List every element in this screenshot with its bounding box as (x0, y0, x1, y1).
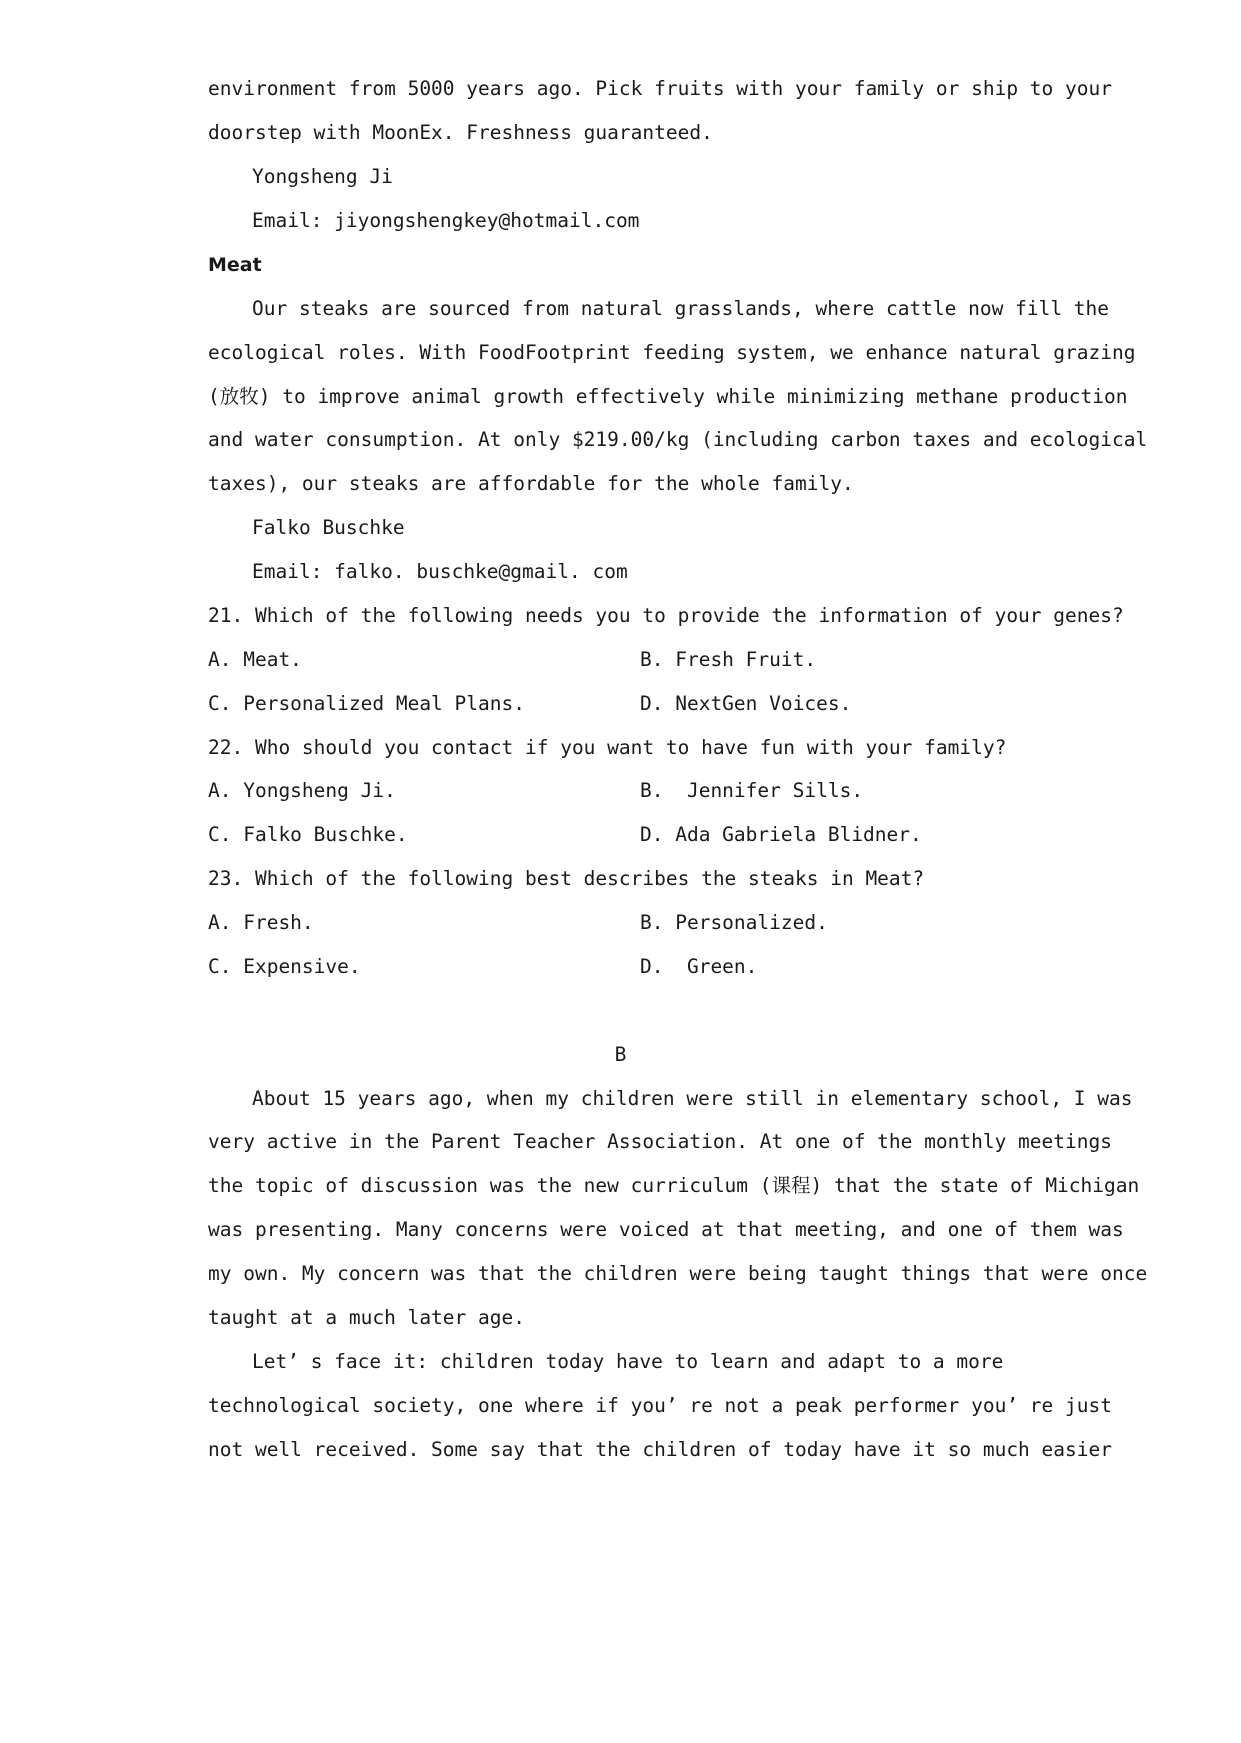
fruit-author: Yongsheng Ji (252, 165, 393, 188)
question-stem: 22. Who should you contact if you want to have fun with your family? (208, 736, 1007, 759)
passage-b-line: very active in the Parent Teacher Association. At one of the monthly meetings (208, 1130, 1112, 1153)
question-option: B. Jennifer Sills. (640, 779, 864, 802)
question-option: A. Fresh. (208, 911, 314, 934)
section-b-label: B (614, 1043, 627, 1066)
meat-text-line: ecological roles. With FoodFootprint feeding system, we enhance natural grazing (208, 341, 1136, 364)
question-option: A. Yongsheng Ji. (208, 779, 396, 802)
meat-text-line: (放牧) to improve animal growth effectively while minimizing methane production (208, 385, 1128, 408)
question-option: B. Fresh Fruit. (640, 648, 817, 671)
meat-text-line: Our steaks are sourced from natural grasslands, where cattle now fill the (252, 297, 1110, 320)
meat-text-line: and water consumption. At only $219.00/kg (including carbon taxes and ecological (208, 428, 1148, 451)
question-option: D. Ada Gabriela Blidner. (640, 823, 922, 846)
fruit-email: Email: jiyongshengkey@hotmail.com (252, 209, 640, 232)
question-stem: 21. Which of the following needs you to provide the information of your genes? (208, 604, 1124, 627)
passage-b-line: technological society, one where if you’ re not a peak performer you’ re just (208, 1394, 1112, 1417)
meat-text-line: taxes), our steaks are affordable for the whole family. (208, 472, 854, 495)
passage-b-line: my own. My concern was that the children were being taught things that were once (208, 1262, 1148, 1285)
meat-heading: Meat (208, 254, 262, 276)
question-option: A. Meat. (208, 648, 302, 671)
question-option: C. Personalized Meal Plans. (208, 692, 525, 715)
passage-b-line: About 15 years ago, when my children were still in elementary school, I was (252, 1087, 1133, 1110)
passage-b-line: Let’ s face it: children today have to learn and adapt to a more (252, 1350, 1004, 1373)
passage-b-line: was presenting. Many concerns were voiced at that meeting, and one of them was (208, 1218, 1124, 1241)
question-option: B. Personalized. (640, 911, 828, 934)
meat-author: Falko Buschke (252, 516, 405, 539)
question-option: C. Falko Buschke. (208, 823, 408, 846)
question-stem: 23. Which of the following best describes the steaks in Meat? (208, 867, 925, 890)
question-option: D. Green. (640, 955, 758, 978)
meat-email: Email: falko. buschke@gmail. com (252, 560, 628, 583)
passage-b-line: taught at a much later age. (208, 1306, 525, 1329)
passage-b-line: not well received. Some say that the children of today have it so much easier (208, 1438, 1112, 1461)
question-option: D. NextGen Voices. (640, 692, 852, 715)
fruit-text-line-1: environment from 5000 years ago. Pick fruits with your family or ship to your (208, 77, 1112, 100)
passage-b-line: the topic of discussion was the new curriculum (课程) that the state of Michigan (208, 1174, 1140, 1197)
fruit-text-line-2: doorstep with MoonEx. Freshness guaranteed. (208, 121, 713, 144)
question-option: C. Expensive. (208, 955, 361, 978)
